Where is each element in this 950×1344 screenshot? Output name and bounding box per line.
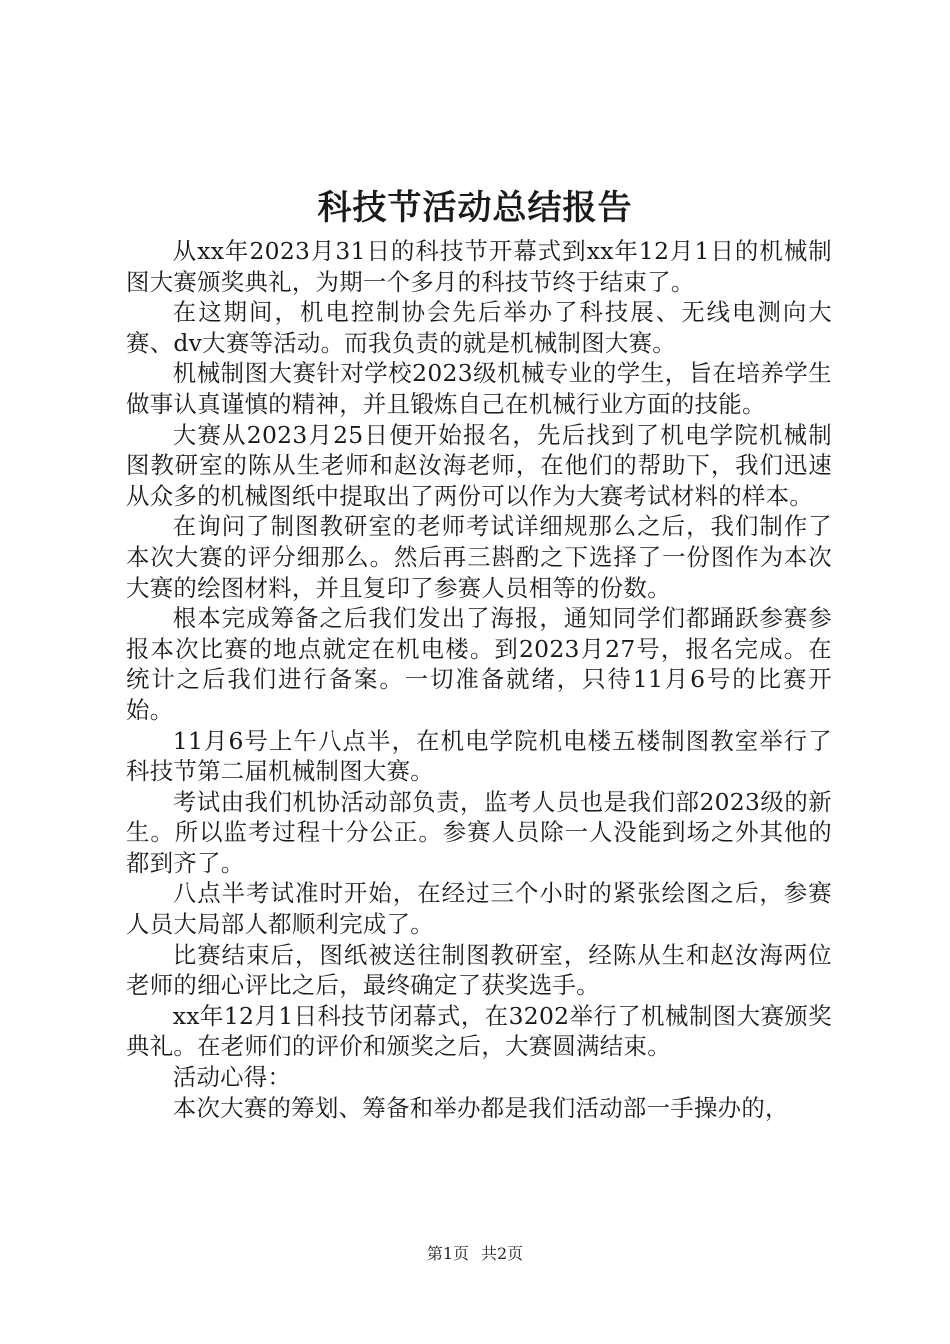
paragraph: xx年12月1日科技节闭幕式，在3202举行了机械制图大赛颁奖典礼。在老师们的评价和颁奖之后，大赛圆满结束。 (126, 1001, 832, 1061)
document-title: 科技节活动总结报告 (317, 188, 633, 228)
document-body (126, 236, 832, 1123)
paragraph: 八点半考试准时开始，在经过三个小时的紧张绘图之后，参赛人员大局部人都顺利完成了。 (126, 879, 832, 939)
page-number: 第1页 (426, 1244, 469, 1263)
paragraph: 比赛结束后，图纸被送往制图教研室，经陈从生和赵汝海两位老师的细心评比之后，最终确定了获奖选手。 (126, 940, 832, 1000)
page-footer (0, 1243, 950, 1265)
paragraph: 考试由我们机协活动部负责，监考人员也是我们部2023级的新生。所以监考过程十分公正。参赛人员除一人没能到场之外其他的都到齐了。 (126, 787, 832, 877)
paragraph: 大赛从2023月25日便开始报名，先后找到了机电学院机械制图教研室的陈从生老师和赵汝海老师，在他们的帮助下，我们迅速从众多的机械图纸中提取出了两份可以作为大赛考试材料的样本。 (126, 420, 832, 510)
paragraph: 11月6号上午八点半，在机电学院机电楼五楼制图教室举行了科技节第二届机械制图大赛。 (126, 726, 832, 786)
paragraph: 在询问了制图教研室的老师考试详细规那么之后，我们制作了本次大赛的评分细那么。然后再三斟酌之下选择了一份图作为本次大赛的绘图材料，并且复印了参赛人员相等的份数。 (126, 512, 832, 602)
paragraph: 本次大赛的筹划、筹备和举办都是我们活动部一手操办的， (172, 1093, 789, 1122)
paragraph: 从xx年2023月31日的科技节开幕式到xx年12月1日的机械制图大赛颁奖典礼，为期一个多月的科技节终于结束了。 (126, 237, 832, 296)
paragraph: 在这期间，机电控制协会先后举办了科技展、无线电测向大赛、dv大赛等活动。而我负责的就是机械制图大赛。 (126, 298, 832, 357)
page-total: 共2页 (481, 1244, 524, 1263)
paragraph: 机械制图大赛针对学校2023级机械专业的学生，旨在培养学生做事认真谨慎的精神，并且锻炼自己在机械行业方面的技能。 (126, 359, 832, 418)
section-heading-activity-notes: 活动心得： (172, 1063, 292, 1092)
paragraph: 根本完成筹备之后我们发出了海报，通知同学们都踊跃参赛参报本次比赛的地点就定在机电楼。到2023月27号，报名完成。在统计之后我们进行备案。一切准备就绪，只待11月6号的比赛开始。 (126, 604, 832, 724)
